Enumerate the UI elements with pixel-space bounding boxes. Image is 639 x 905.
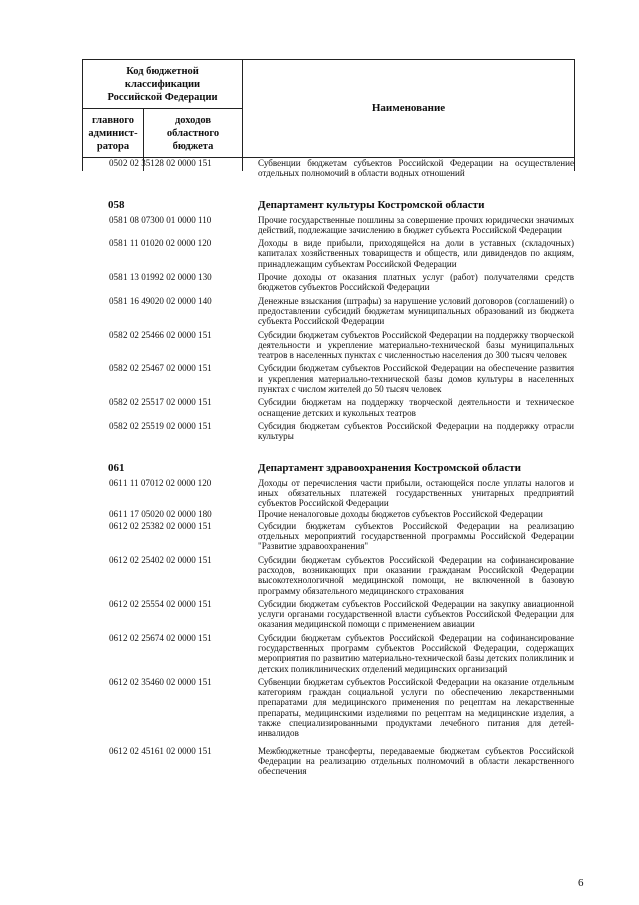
income-code: 2 02 35128 02 0000 151 (123, 158, 212, 168)
income-code: 1 16 49020 02 0000 140 (123, 295, 212, 306)
row-description: Доходы от перечисления части прибыли, остающейся после уплаты налогов и иных обязательных платежей государственных унитарных предприятий субъектов Российской Федерации (258, 477, 574, 509)
admin-code: 061 (109, 477, 123, 488)
row-description: Межбюджетные трансферты, передаваемые бюджетам субъектов Российской Федерации на реализацию отдельных полномочий в области лекарственного обеспечения (258, 745, 574, 777)
table-row (84, 158, 584, 179)
row-description: Субсидии бюджетам субъектов Российской Федерации на обеспечение развития и укрепления материально-технической базы домов культуры в населенных пунктах с числом жителей до 50 тысяч человек (258, 363, 574, 395)
table-row (84, 521, 584, 552)
income-code: 2 02 25402 02 0000 151 (123, 554, 212, 565)
kbk-line-1: Код бюджетной (126, 65, 199, 77)
kbk-header (83, 60, 243, 109)
row-description: Субсидии бюджетам субъектов Российской Федерации на закупку авиационной услуги органами государственной власти субъектов Российской Федерации для оказания медицинской помощи с применением авиации (258, 598, 574, 630)
income-code: 1 13 01992 02 0000 130 (123, 272, 212, 283)
kbk-line-3: Российской Федерации (107, 91, 218, 103)
admin-code: 061 (109, 598, 123, 609)
admin-header-l1: главного (91, 114, 135, 126)
income-code: 2 02 25517 02 0000 151 (123, 397, 212, 408)
row-description: Доходы в виде прибыли, приходящейся на доли в уставных (складочных) капиталах хозяйственных товариществ и обществ, или дивидендов по акциям, принадлежащим субъектам Российской Федерации (258, 238, 574, 269)
table-row (84, 238, 584, 269)
department-name: Департамент здравоохранения Костромской области (258, 461, 521, 474)
income-code: 2 02 35460 02 0000 151 (123, 676, 212, 687)
income-code: 2 02 45161 02 0000 151 (123, 745, 212, 756)
admin-code: 058 (108, 198, 125, 211)
table-header (82, 59, 575, 158)
income-code: 1 11 01020 02 0000 120 (123, 238, 212, 249)
name-header: Наименование (243, 60, 575, 158)
admin-header-l3: ратора (96, 140, 130, 152)
row-description: Субсидия бюджетам субъектов Российской Федерации на поддержку отрасли культуры (258, 420, 574, 442)
admin-code: 058 (109, 363, 123, 374)
department-name: Департамент культуры Костромской области (258, 198, 485, 211)
page-number: 6 (578, 877, 584, 889)
income-header (144, 109, 243, 158)
admin-code: 058 (109, 420, 123, 431)
row-description: Прочие доходы от оказания платных услуг (работ) получателями средств бюджетов субъектов Российской Федерации (258, 272, 574, 293)
table-row (84, 272, 584, 293)
admin-code: 061 (109, 554, 123, 565)
admin-code: 058 (109, 329, 123, 340)
admin-code: 058 (109, 238, 123, 249)
income-code: 2 02 25382 02 0000 151 (123, 520, 212, 531)
income-code (120, 199, 258, 212)
kbk-line-2: классификации (124, 78, 201, 90)
admin-header (83, 109, 144, 158)
row-description: Субвенции бюджетам субъектов Российской Федерации на осуществление отдельных полномочий в области водных отношений (258, 158, 574, 179)
table-row (84, 397, 584, 418)
admin-code: 058 (109, 272, 123, 283)
admin-code: 061 (109, 509, 123, 520)
income-header-l2: областного (166, 127, 220, 139)
admin-code: 061 (109, 676, 123, 687)
income-code: 2 02 25467 02 0000 151 (123, 363, 212, 374)
table-row (84, 509, 584, 519)
admin-code: 050 (109, 158, 123, 168)
income-code: 2 02 25466 02 0000 151 (123, 329, 212, 340)
table-row (84, 746, 584, 777)
income-code: 2 02 25519 02 0000 151 (123, 420, 212, 431)
income-code: 2 02 25674 02 0000 151 (123, 632, 212, 643)
row-description: Прочие неналоговые доходы бюджетов субъектов Российской Федерации (258, 509, 543, 520)
admin-code: 058 (109, 397, 123, 408)
row-description: Субсидии бюджетам на поддержку творческой деятельности и техническое оснащение детских и кукольных театров (258, 397, 574, 418)
income-code: 1 11 07012 02 0000 120 (123, 477, 212, 488)
table-row (84, 555, 584, 596)
row-description: Денежные взыскания (штрафы) за нарушение условий договоров (соглашений) о предоставлении субсидий бюджетам муниципальных образований из бюджета субъекта Российской Федерации (258, 295, 574, 327)
department-heading (84, 462, 584, 475)
row-description: Субсидии бюджетам субъектов Российской Федерации на реализацию отдельных мероприятий государственной программы Российской Федерации "Развитие здравоохранения" (258, 520, 574, 552)
admin-code: 061 (109, 632, 123, 643)
column-divider (82, 158, 83, 171)
table-row (84, 421, 584, 442)
income-code: 1 08 07300 01 0000 110 (123, 214, 212, 225)
row-description: Субвенции бюджетам субъектов Российской Федерации на оказание отдельным категориям граждан социальной услуги по обеспечению лекарственными препаратами для медицинского применения по рецептам на лекарственные препараты, медицинскими изделиями по рецептам на медицинские изделия, а также специализированными продуктами лечебного питания для детей-инвалидов (258, 676, 574, 739)
row-description: Субсидии бюджетам субъектов Российской Федерации на поддержку творческой деятельности и укрепление материально-технической базы муниципальных театров в населенных пунктах с численностью населения до 300 тысяч человек (258, 329, 574, 361)
admin-header-l2: админист- (88, 127, 138, 139)
table-row (84, 330, 584, 361)
department-heading (84, 199, 584, 212)
income-code: 2 02 25554 02 0000 151 (123, 598, 212, 609)
row-description: Прочие государственные пошлины за совершение прочих юридически значимых действий, подлежащие зачислению в бюджет субъекта Российской Федерации (258, 214, 574, 235)
admin-code: 061 (108, 461, 125, 474)
table-body (84, 158, 584, 777)
admin-code: 058 (109, 214, 123, 225)
table-row (84, 296, 584, 327)
table-row (84, 363, 584, 394)
income-header-l3: бюджета (172, 140, 214, 152)
income-code (120, 462, 258, 475)
table-row (84, 215, 584, 236)
admin-code: 061 (109, 745, 123, 756)
table-row (84, 677, 584, 739)
table-row (84, 599, 584, 630)
row-description: Субсидии бюджетам субъектов Российской Федерации на софинансирование расходов, возникающих при оказании гражданам Российской Федерации высокотехнологичной медицинской помощи, не включенной в базовую программу обязательного медицинского страхования (258, 554, 574, 596)
table-row (84, 478, 584, 509)
table-row (84, 633, 584, 674)
admin-code: 058 (109, 295, 123, 306)
admin-code: 061 (109, 520, 123, 531)
income-code: 1 17 05020 02 0000 180 (123, 509, 212, 520)
income-header-l1: доходов (174, 114, 212, 126)
row-description: Субсидии бюджетам субъектов Российской Федерации на софинансирование государственных программ субъектов Российской Федерации, содержащих мероприятия по развитию материально-технической базы детских поликлиник и детских поликлинических отделений медицинских организаций (258, 632, 574, 674)
